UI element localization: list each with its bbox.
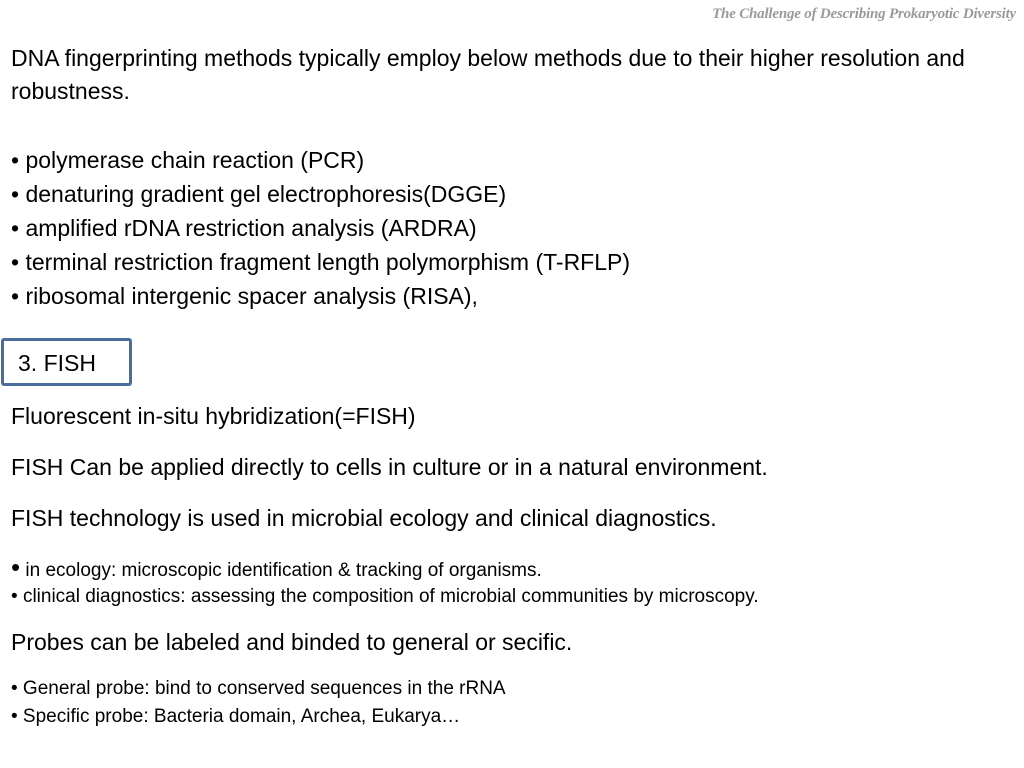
bullet-glyph: • [11, 586, 18, 607]
probe-specific: • Specific probe: Bacteria domain, Archea, Eukarya… [11, 706, 461, 727]
probe-general: • General probe: bind to conserved sequences in the rRNA [11, 678, 506, 699]
fish-use-ecology-text: in ecology: microscopic identification & tracking of organisms. [25, 560, 542, 581]
fish-use-clinical [11, 585, 759, 609]
section-heading: 3. FISH [18, 350, 96, 376]
method-item-pcr: • polymerase chain reaction (PCR) [11, 147, 365, 173]
fish-applied-text: FISH Can be applied directly to cells in culture or in a natural environment. [11, 454, 768, 480]
slide-header-title: The Challenge of Describing Prokaryotic Diversity [712, 6, 1016, 22]
fish-definition: Fluorescent in-situ hybridization(=FISH) [11, 403, 416, 429]
probes-intro: Probes can be labeled and binded to general or secific. [11, 629, 573, 655]
intro-paragraph: DNA fingerprinting methods typically employ below methods due to their higher resolution and robustness. [11, 45, 965, 104]
method-item-trflp: • terminal restriction fragment length polymorphism (T-RFLP) [11, 249, 631, 275]
bullet-glyph: • [11, 552, 21, 582]
methods-list [11, 143, 630, 313]
method-item-dgge: • denaturing gradient gel electrophoresis(DGGE) [11, 181, 507, 207]
fish-use-ecology [11, 552, 542, 583]
fish-use-clinical-text: clinical diagnostics: assessing the composition of microbial communities by microscopy. [22, 586, 759, 607]
method-item-risa: • ribosomal intergenic spacer analysis (RISA), [11, 283, 478, 309]
fish-technology-text: FISH technology is used in microbial ecology and clinical diagnostics. [11, 505, 717, 531]
method-item-ardra: • amplified rDNA restriction analysis (ARDRA) [11, 215, 477, 241]
